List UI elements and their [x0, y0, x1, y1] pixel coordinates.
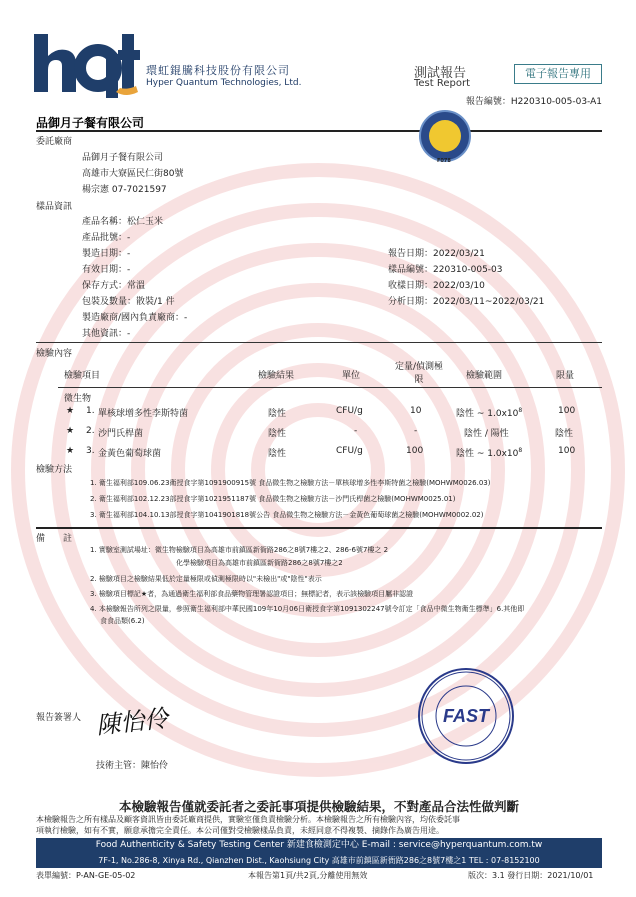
divider [58, 387, 602, 388]
sample-field: 產品批號：- [82, 233, 131, 243]
report-date: 報告日期：2022/03/21 [388, 249, 485, 259]
method-item: 3. 衛生福利部104.10.13部授食字第1041901818號公告 食品微生物之檢驗方法－金黃色葡萄球菌之檢驗(MOHWM0002.02) [90, 511, 484, 519]
technical-supervisor: 技術主管：陳怡伶 [96, 761, 169, 771]
divider [36, 342, 602, 343]
divider [36, 130, 602, 132]
sample-field: 產品名稱：松仁玉米 [82, 217, 164, 227]
client-name: 品御月子餐有限公司 [36, 116, 145, 130]
note-item: 1. 實驗室測試場址：微生物檢驗項目為高雄市前鎮區新衙路286之8號7樓之2、286-6號7樓之 2 [90, 546, 389, 554]
col-header-limit: 定量/偵測極限 [394, 362, 444, 385]
company-name-cn: 環虹錕騰科技股份有限公司 [146, 64, 290, 77]
sample-number: 樣品編號：220310-005-03 [388, 265, 503, 275]
note-item: 化學檢驗項目為高雄市前鎮區新衙路286之8號7樓之2 [176, 559, 343, 567]
certification-badge-icon [419, 110, 471, 162]
footer-address: 7F-1, No.286-8, Xinya Rd., Qianzhen Dist., Kaohsiung City 高雄市前鎮區新衙路286之8號7樓之1 TEL : 07-8152100 [98, 856, 540, 865]
sample-section-label: 樣品資訊 [36, 202, 73, 212]
disclaimer-line: 本檢驗報告之所有樣品及顧客資訊皆由委託廠商提供，實驗室僅負責檢驗分析。本檢驗報告之所有檢驗內容，均依委託事 [36, 815, 460, 824]
version-info: 版次：3.1 發行日期：2021/10/01 [468, 871, 594, 880]
disclaimer-line: 項執行檢驗，如有不實，願意承擔完全責任。本公司僅對受檢驗樣品負責，未經同意不得複製、摘錄作為廣告用途。 [36, 826, 444, 835]
page-info: 本報告第1頁/共2頁,分離使用無效 [248, 871, 368, 880]
tests-section-label: 檢驗內容 [36, 349, 73, 359]
report-title-en: Test Report [414, 78, 471, 89]
company-logo [34, 30, 140, 102]
note-item: 食食品類(6.2) [100, 617, 145, 625]
method-item: 2. 衛生福利部102.12.23部授食字第1021951187號 食品微生物之檢驗方法－沙門氏桿菌之檢驗(MOHWM0025.01) [90, 495, 456, 503]
receive-date: 收樣日期：2022/03/10 [388, 281, 485, 291]
notes-section-label: 備 註 [36, 534, 73, 544]
sample-field: 保存方式：常溫 [82, 281, 146, 291]
col-header-range: 檢驗範圍 [466, 371, 503, 381]
form-number: 表單編號：P-AN-GE-05-02 [36, 871, 136, 880]
fast-stamp-icon [418, 668, 514, 764]
note-item: 2. 檢驗項目之檢驗結果低於定量極限或偵測極限時以"未檢出"或"陰性"表示 [90, 575, 322, 583]
analysis-date: 分析日期：2022/03/11~2022/03/21 [388, 297, 545, 307]
company-name-en: Hyper Quantum Technologies, Ltd. [146, 78, 302, 88]
method-item: 1. 衛生福利部109.06.23衛授食字第1091900915號 食品微生物之檢驗方法－單核球增多性李斯特菌之檢驗(MOHWM0026.03) [90, 479, 491, 487]
sample-field: 製造廠商/國內負責廠商：- [82, 313, 188, 323]
client-company: 品御月子餐有限公司 [82, 153, 164, 163]
sample-field: 製造日期：- [82, 249, 131, 259]
client-section-label: 委託廠商 [36, 137, 73, 147]
col-header-max: 限量 [556, 371, 575, 381]
report-number: 報告編號：H220310-005-03-A1 [465, 97, 602, 107]
note-item: 3. 檢驗項目標記★者，為通過衛生福利部食品藥物管理署認證項目；無標記者，表示該檢驗項目屬非認證 [90, 590, 414, 598]
signature: 陳怡伶 [94, 704, 170, 740]
col-header-item: 檢驗項目 [64, 371, 101, 381]
footer-bar [36, 838, 602, 868]
disclaimer-headline: 本檢驗報告僅就委託者之委託事項提供檢驗結果，不對產品合法性做判斷 [118, 799, 519, 814]
sample-field: 其他資訊：- [82, 329, 131, 339]
sample-field: 有效日期：- [82, 265, 131, 275]
test-group: 微生物 [64, 394, 92, 404]
note-item: 4. 本檢驗報告所列之限量，參照衛生福利部中華民國109年10月06日衛授食字第1091302247號令訂定「食品中微生物衛生標準」6.其他即 [90, 605, 525, 613]
stamp-text: FAST [442, 706, 490, 726]
footer-contact: Food Authenticity & Safety Testing Center 新建食檢測定中心 E-mail : service@hyperquantum.com.tw [95, 840, 543, 850]
ereport-box: 電子報告專用 [514, 64, 602, 84]
client-address: 高雄市大寮區民仁街80號 [82, 169, 184, 179]
report-title-cn: 測試報告 [414, 66, 467, 81]
col-header-unit: 單位 [342, 371, 361, 381]
divider [36, 527, 602, 529]
col-header-result: 檢驗結果 [258, 371, 295, 381]
client-contact: 楊宗憲 07-7021597 [82, 185, 167, 195]
methods-section-label: 檢驗方法 [36, 465, 73, 475]
sample-field: 包裝及數量：散裝/1 件 [82, 297, 175, 307]
badge-code: F078 [437, 158, 451, 164]
signer-label: 報告簽署人 [36, 713, 82, 723]
